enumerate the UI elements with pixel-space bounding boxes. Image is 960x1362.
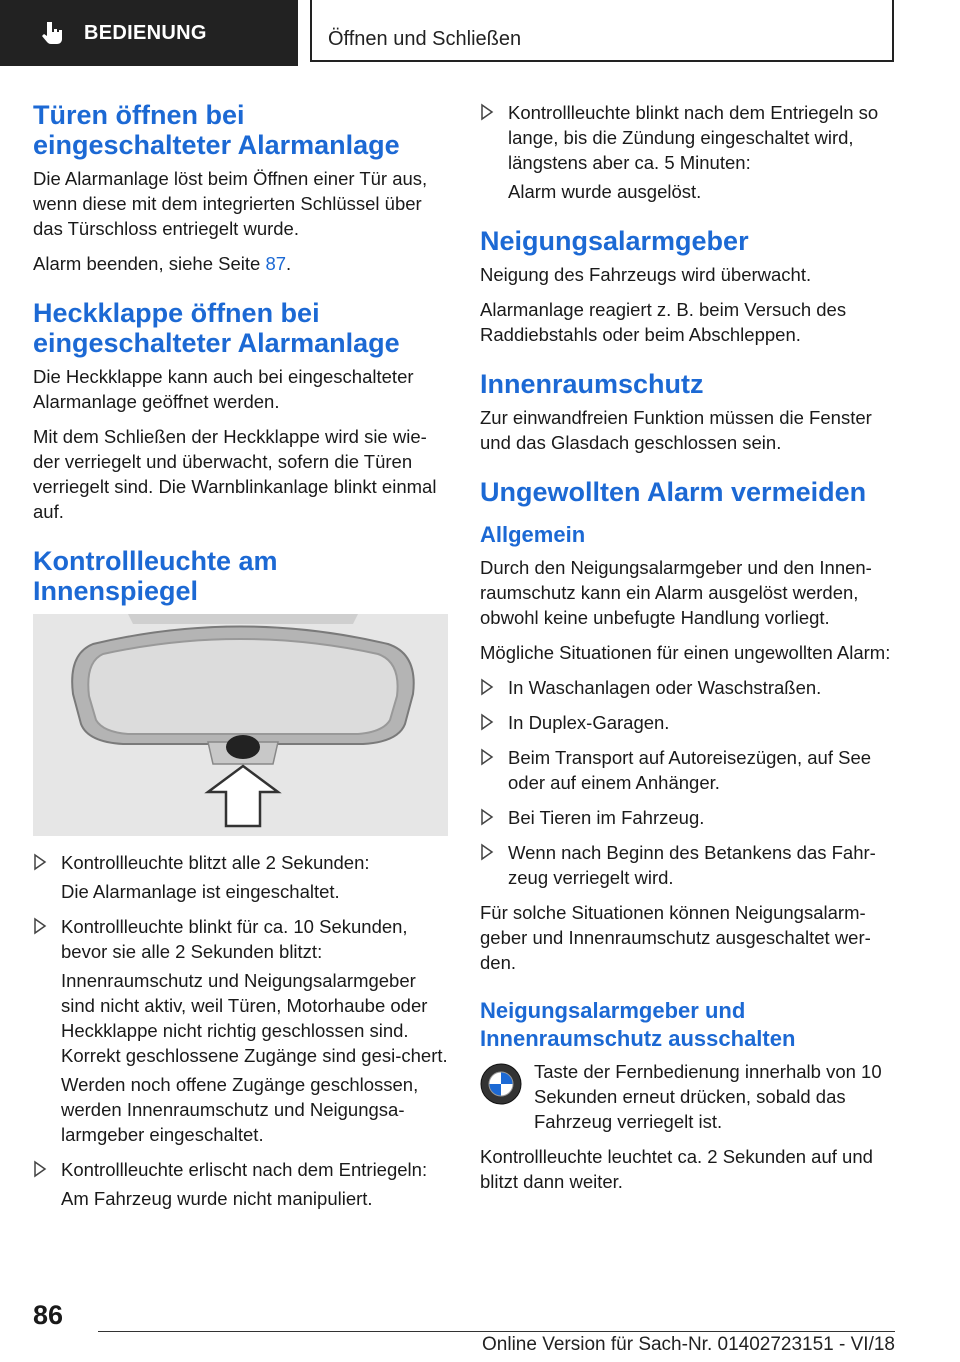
page-header: [0, 0, 960, 66]
list-text: Bei Tieren im Fahrzeug.: [508, 807, 705, 828]
paragraph: Die Alarmanlage löst beim Öffnen einer Tür aus, wenn diese mit dem integrierten Schlüssel über das Türschloss entriegelt wurde.: [33, 168, 428, 239]
list-item: [480, 840, 898, 890]
rearview-mirror-illustration: [33, 614, 448, 836]
situation-list: [480, 675, 898, 890]
list-item: [480, 100, 898, 204]
list-item: [480, 675, 898, 700]
paragraph: Neigung des Fahrzeugs wird überwacht.: [480, 264, 812, 285]
section-label: BEDIENUNG: [84, 21, 207, 44]
bullet-triangle-icon: [480, 103, 494, 121]
bullet-triangle-icon: [480, 748, 494, 766]
heading-ausschalten: Neigungsalarmgeber und Innenraumschutz ausschalten: [480, 998, 796, 1051]
list-item: [480, 745, 898, 795]
bullet-triangle-icon: [33, 1160, 47, 1178]
heading-heckklappe: Heckklappe öffnen bei eingeschalteter Alarmanlage: [33, 298, 400, 358]
list-text: Kontrollleuchte blinkt für ca. 10 Sekunden, bevor sie alle 2 Sekunden blitzt:: [61, 916, 408, 962]
text: .: [286, 253, 292, 274]
bullet-triangle-icon: [480, 808, 494, 826]
right-column: [480, 100, 898, 1204]
list-text: In Duplex-Garagen.: [508, 712, 670, 733]
list-text: Kontrollleuchte blinkt nach dem Entriegeln so lange, bis die Zündung eingeschaltet wird, längstens aber ca. 5 Minuten:: [508, 102, 879, 173]
list-item: [33, 850, 448, 904]
bullet-triangle-icon: [33, 853, 47, 871]
paragraph: Die Heckklappe kann auch bei eingeschalteter Alarmanlage geöffnet werden.: [33, 366, 414, 412]
paragraph: Mögliche Situationen für einen ungewollten Alarm:: [480, 642, 891, 663]
paragraph: Durch den Neigungsalarmgeber und den Innen-raumschutz kann ein Alarm ausgelöst werden, obwohl keine unbefugte Handlung vorliegt.: [480, 557, 872, 628]
paragraph: [33, 251, 448, 276]
list-text: Wenn nach Beginn des Betankens das Fahr-zeug verriegelt wird.: [508, 842, 876, 888]
bmw-logo-button-icon: [480, 1063, 522, 1105]
list-subtext: Die Alarmanlage ist eingeschaltet.: [61, 881, 340, 902]
footer-divider: [98, 1331, 895, 1332]
list-subtext: Werden noch offene Zugänge geschlossen, werden Innenraumschutz und Neigungsa-larmgeber eingeschaltet.: [61, 1074, 419, 1145]
list-text: Kontrollleuchte erlischt nach dem Entriegeln:: [61, 1159, 428, 1180]
heading-neigungsalarmgeber: Neigungsalarmgeber: [480, 226, 749, 256]
paragraph: Taste der Fernbedienung innerhalb von 10 Sekunden erneut drücken, sobald das Fahrzeug verriegelt ist.: [534, 1061, 882, 1132]
paragraph: Mit dem Schließen der Heckklappe wird sie wie-der verriegelt und überwacht, sofern die Türen verriegelt sind. Die Warnblinkanlage blinkt einmal auf.: [33, 426, 437, 522]
page-link[interactable]: 87: [265, 253, 287, 274]
heading-innenraumschutz: Innenraumschutz: [480, 369, 704, 399]
list-subtext: Innenraumschutz und Neigungsalarmgeber sind nicht aktiv, weil Türen, Motorhaube oder Heckklappe nicht richtig geschlossen sind. Korrekt geschlossene Zugänge sind gesi-chert.: [61, 970, 448, 1066]
list-item: [480, 805, 898, 830]
paragraph: Zur einwandfreien Funktion müssen die Fenster und das Glasdach geschlossen sein.: [480, 407, 872, 453]
list-text: Kontrollleuchte blitzt alle 2 Sekunden:: [61, 852, 370, 873]
list-text: In Waschanlagen oder Waschstraßen.: [508, 677, 822, 698]
paragraph: Für solche Situationen können Neigungsalarm-geber und Innenraumschutz ausgeschaltet wer-den.: [480, 902, 871, 973]
bullet-triangle-icon: [480, 678, 494, 696]
list-item: [33, 914, 448, 1147]
list-item: [480, 710, 898, 735]
bullet-triangle-icon: [480, 843, 494, 861]
chapter-label: Öffnen und Schließen: [328, 28, 522, 50]
list-item: [33, 1157, 448, 1211]
footer-text: Online Version für Sach-Nr. 01402723151 - VI/18: [482, 1334, 895, 1355]
heading-kontrollleuchte: Kontrollleuchte am Innenspiegel: [33, 546, 278, 606]
list-subtext: Alarm wurde ausgelöst.: [508, 181, 702, 202]
bullet-triangle-icon: [480, 713, 494, 731]
indicator-list-continued: [480, 100, 898, 204]
indicator-list: [33, 850, 448, 1211]
bullet-triangle-icon: [33, 917, 47, 935]
hand-pointer-icon: [40, 20, 66, 46]
paragraph: Kontrollleuchte leuchtet ca. 2 Sekunden auf und blitzt dann weiter.: [480, 1146, 873, 1192]
section-tab: [0, 0, 298, 66]
heading-ungewollter-alarm: Ungewollten Alarm vermeiden: [480, 477, 867, 507]
text: Alarm beenden, siehe Seite: [33, 253, 266, 274]
subheading-allgemein: Allgemein: [480, 522, 586, 547]
left-column: [33, 100, 448, 1221]
chapter-tab: [310, 0, 894, 62]
remote-key-instruction: [480, 1059, 898, 1134]
heading-tueren: Türen öffnen bei eingeschalteter Alarmanlage: [33, 100, 400, 160]
page-number: 86: [33, 1300, 64, 1330]
paragraph: Alarmanlage reagiert z. B. beim Versuch des Raddiebstahls oder beim Abschleppen.: [480, 299, 847, 345]
list-text: Beim Transport auf Autoreisezügen, auf See oder auf einem Anhänger.: [508, 747, 872, 793]
list-subtext: Am Fahrzeug wurde nicht manipuliert.: [61, 1188, 373, 1209]
